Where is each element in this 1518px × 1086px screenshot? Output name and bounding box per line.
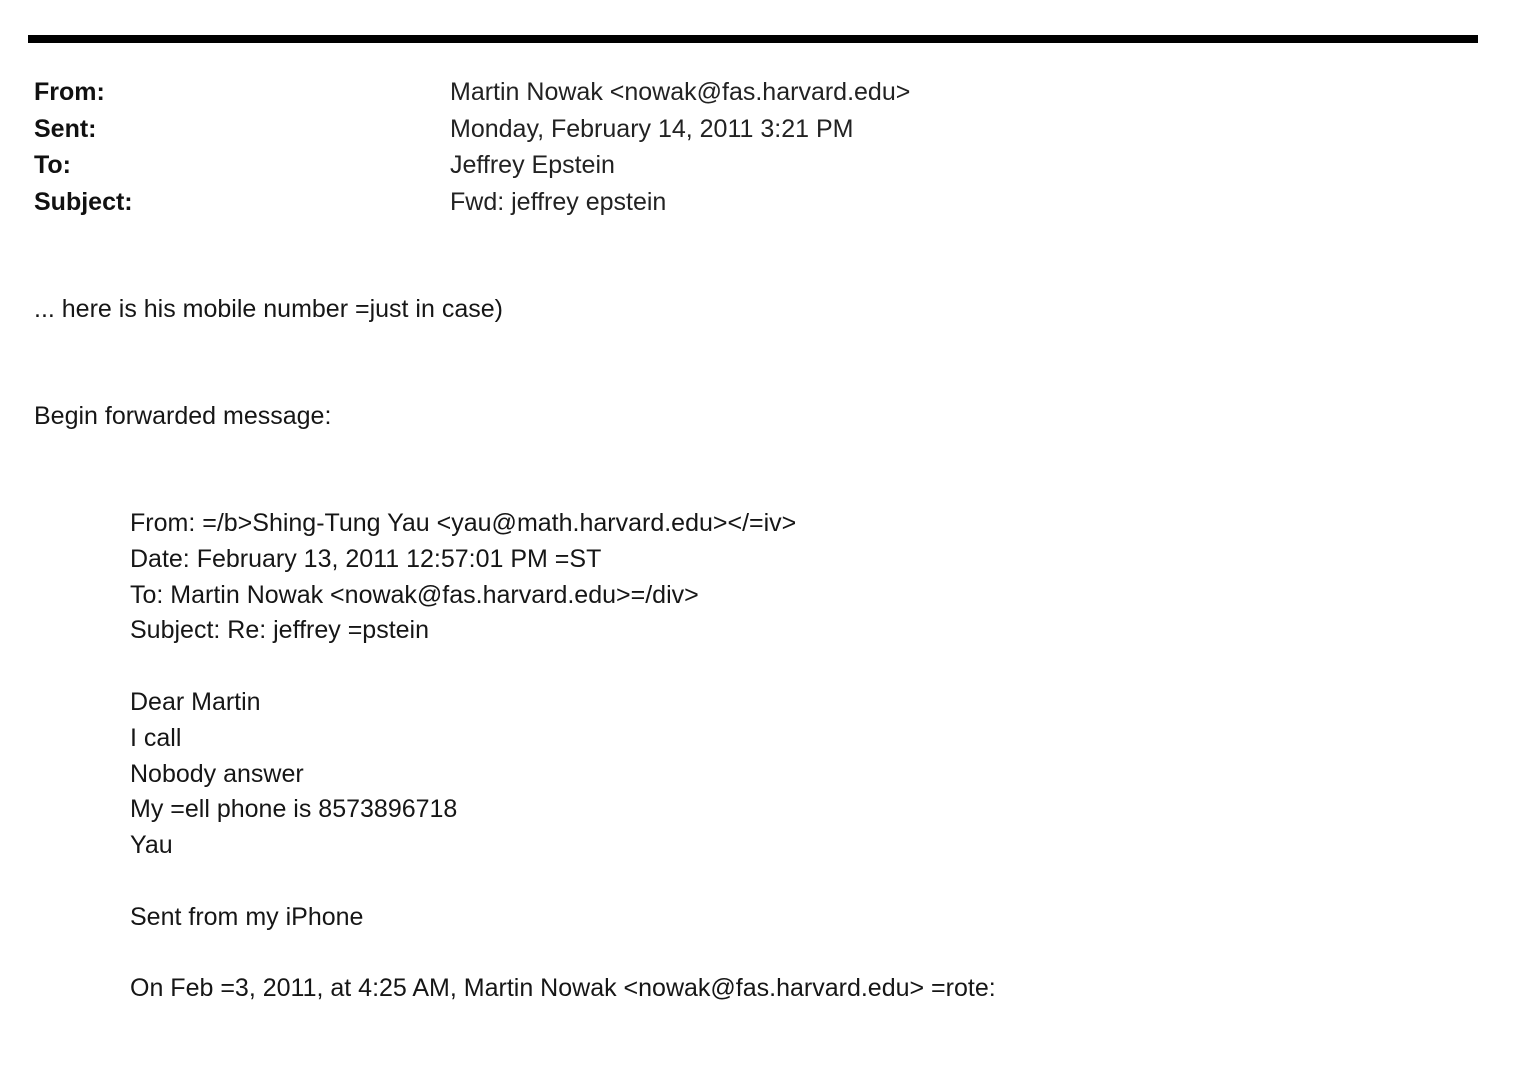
message-line: My =ell phone is 8573896718 (130, 795, 458, 824)
message-line: Yau (130, 831, 173, 860)
email-header (34, 74, 1234, 220)
intro-text: ... here is his mobile number =just in case) (34, 295, 503, 323)
from-label: From: (34, 78, 105, 106)
signature: Sent from my iPhone (130, 902, 364, 931)
header-row-from (34, 74, 1234, 111)
spacer (130, 936, 996, 972)
header-divider (28, 35, 1478, 43)
sent-value: Monday, February 14, 2011 3:21 PM (450, 114, 854, 143)
forward-intro: Begin forwarded message: (34, 402, 332, 430)
message-line: Nobody answer (130, 759, 304, 788)
subject-value: Fwd: jeffrey epstein (450, 187, 667, 216)
spacer (130, 649, 996, 685)
forwarded-date: Date: February 13, 2011 12:57:01 PM =ST (130, 544, 602, 573)
spacer (130, 864, 996, 900)
subject-label: Subject: (34, 187, 133, 216)
header-row-to (34, 147, 1234, 184)
forwarded-from: From: =/b>Shing-Tung Yau <yau@math.harvard.edu></=iv> (130, 509, 797, 537)
to-label: To: (34, 151, 72, 179)
message-line: Dear Martin (130, 687, 261, 716)
header-row-subject (34, 184, 1234, 221)
sent-label: Sent: (34, 114, 97, 143)
forwarded-subject: Subject: Re: jeffrey =pstein (130, 616, 430, 645)
from-value: Martin Nowak <nowak@fas.harvard.edu> (450, 78, 911, 106)
quote-header: On Feb =3, 2011, at 4:25 AM, Martin Nowak <nowak@fas.harvard.edu> =rote: (130, 974, 996, 1003)
forwarded-message (130, 506, 996, 1007)
forwarded-to: To: Martin Nowak <nowak@fas.harvard.edu>=/div> (130, 580, 699, 609)
header-row-sent (34, 111, 1234, 148)
message-line: I call (130, 723, 182, 752)
to-value: Jeffrey Epstein (450, 151, 615, 179)
